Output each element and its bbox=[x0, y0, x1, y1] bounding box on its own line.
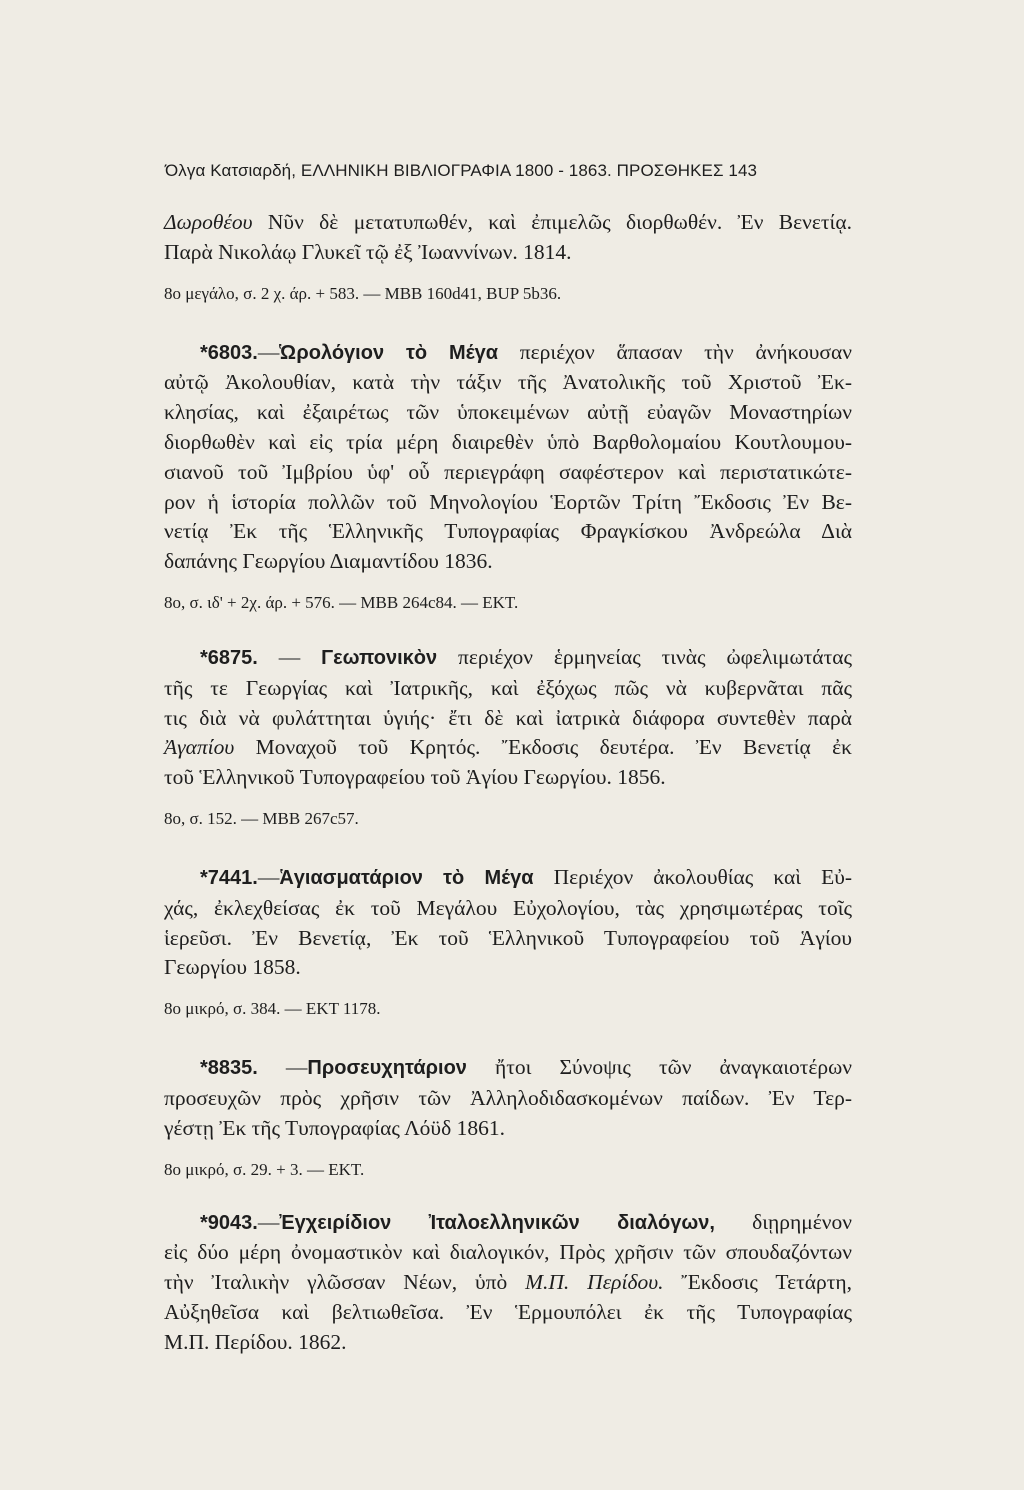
entry-line: χάς, ἐκλεχθείσας ἐκ τοῦ Μεγάλου Εὐχολογίου, τὰς χρησιμωτέρας τοῖς bbox=[164, 895, 852, 920]
entry-meta: 8ο μικρό, σ. 384. — EKT 1178. bbox=[164, 999, 381, 1019]
entry-line: σιανοῦ τοῦ Ἰμβρίου ὑφ' οὗ περιεγράφη σαφέστερον καὶ περιστατικώτε- bbox=[164, 459, 852, 484]
entry-6803 bbox=[164, 338, 852, 577]
entry-line: ἱερεῦσι. Ἐν Βενετίᾳ, Ἐκ τοῦ Ἑλληνικοῦ Τυπογραφείου τοῦ Ἁγίου bbox=[164, 925, 852, 950]
entry-meta: 8ο, σ. 152. — MBB 267c57. bbox=[164, 808, 359, 828]
entry-meta: 8ο μεγάλο, σ. 2 χ. άρ. + 583. — MBB 160d41, BUP 5b36. bbox=[164, 283, 562, 303]
entry-meta: 8ο μικρό, σ. 29. + 3. — EKT. bbox=[164, 1159, 365, 1179]
entry-title: Ἁγιασματάριον τὸ Μέγα bbox=[279, 866, 534, 889]
entry-6875 bbox=[164, 643, 852, 793]
entry-title: Προσευχητάριον bbox=[307, 1057, 467, 1080]
entry-line: Γεωργίου 1858. bbox=[164, 955, 301, 980]
entry-line: τοῦ Ἑλληνικοῦ Τυπογραφείου τοῦ Ἁγίου Γεωργίου. 1856. bbox=[164, 765, 666, 790]
dash: — bbox=[257, 1055, 308, 1080]
entry-number: *9043. bbox=[200, 1211, 258, 1234]
entry-line: τις διὰ νὰ φυλάττηται ὑγιής· ἔτι δὲ καὶ ἰατρικὰ διάφορα συντεθὲν παρὰ bbox=[164, 705, 852, 730]
entry-line bbox=[164, 1053, 852, 1084]
text-segment: ἤτοι Σύνοψις τῶν ἀναγκαιοτέρων bbox=[466, 1055, 853, 1080]
text-segment: Ἔκδοσις Τετάρτη, bbox=[663, 1270, 852, 1295]
entry-number: *6803. bbox=[200, 341, 258, 364]
entry-line bbox=[164, 338, 852, 369]
entry-line bbox=[164, 863, 852, 894]
entry-number: *7441. bbox=[200, 866, 258, 889]
entry-line: προσευχῶν πρὸς χρῆσιν τῶν Ἀλληλοδιδασκομένων παίδων. Ἐν Τερ- bbox=[164, 1085, 852, 1110]
author-name: Δωροθέου bbox=[164, 210, 253, 234]
entry-line: εἰς δύο μέρη ὀνομαστικὸν καὶ διαλογικόν, Πρὸς χρῆσιν τῶν σπουδαζόντων bbox=[164, 1240, 852, 1265]
entry-meta: 8ο, σ. ιδ' + 2χ. άρ. + 576. — MBB 264c84. — EKT. bbox=[164, 592, 519, 612]
entry-line bbox=[164, 733, 852, 763]
dash: — bbox=[257, 339, 280, 364]
dash: — bbox=[257, 864, 280, 889]
entry-continuation bbox=[164, 208, 852, 268]
entry-line: νετίᾳ Ἐκ τῆς Ἑλληνικῆς Τυπογραφίας Φραγκίσκου Ἀνδρεώλα Διὰ bbox=[164, 519, 852, 544]
entry-number: *6875. bbox=[200, 646, 258, 669]
author-name: Μ.Π. Περίδου. bbox=[525, 1270, 664, 1295]
entry-line bbox=[164, 643, 852, 674]
dash: — bbox=[257, 1209, 280, 1234]
entry-line bbox=[164, 208, 852, 238]
entry-line: κλησίας, καὶ ἐξαιρέτως τῶν ὑποκειμένων αὐτῇ εὐαγῶν Μοναστηρίων bbox=[164, 400, 852, 425]
entry-line: γέστῃ Ἐκ τῆς Τυπογραφίας Λόϋδ 1861. bbox=[164, 1115, 505, 1140]
entry-line bbox=[164, 1268, 852, 1298]
entry-7441 bbox=[164, 863, 852, 983]
text-segment: τὴν Ἰταλικὴν γλῶσσαν Νέων, ὑπὸ bbox=[164, 1270, 526, 1295]
entry-title: Γεωπονικὸν bbox=[321, 646, 438, 669]
text-segment: διῃρημένον bbox=[714, 1209, 852, 1234]
text-segment: περιέχον ἅπασαν τὴν ἀνήκουσαν bbox=[498, 339, 853, 364]
entry-number: *8835. bbox=[200, 1057, 258, 1080]
entry-title: Ὡρολόγιον τὸ Μέγα bbox=[279, 341, 499, 364]
running-header: Όλγα Κατσιαρδή, ΕΛΛΗΝΙΚΗ ΒΙΒΛΙΟΓΡΑΦΙΑ 1800 - 1863. ΠΡΟΣΘΗΚΕΣ 143 bbox=[165, 161, 758, 180]
author-name: Ἀγαπίου bbox=[164, 735, 235, 760]
entry-line: Μ.Π. Περίδου. 1862. bbox=[164, 1329, 347, 1354]
text-segment: περιέχον ἑρμηνείας τινὰς ὠφελιμωτάτας bbox=[437, 644, 852, 669]
entry-8835 bbox=[164, 1053, 852, 1143]
entry-line bbox=[164, 1208, 852, 1239]
entry-line: αὐτῷ Ἀκολουθίαν, κατὰ τὴν τάξιν τῆς Ἀνατολικῆς τοῦ Χριστοῦ Ἐκ- bbox=[164, 370, 852, 395]
text-segment: Μοναχοῦ τοῦ Κρητός. Ἔκδοσις δευτέρα. Ἐν Βενετίᾳ ἐκ bbox=[234, 735, 852, 760]
entry-9043 bbox=[164, 1208, 852, 1358]
text-segment: Περιέχον ἀκολουθίας καὶ Εὐ- bbox=[533, 864, 853, 889]
dash: — bbox=[257, 644, 322, 669]
entry-line: τῆς τε Γεωργίας καὶ Ἰατρικῆς, καὶ ἐξόχως πῶς νὰ κυβερνᾶται πᾶς bbox=[164, 675, 852, 700]
entry-line: Παρὰ Νικολάῳ Γλυκεῖ τῷ ἐξ Ἰωαννίνων. 1814. bbox=[164, 239, 572, 264]
entry-line: ρον ἡ ἱστορία πολλῶν τοῦ Μηνολογίου Ἑορτῶν Τρίτη Ἔκδοσις Ἐν Βε- bbox=[164, 489, 852, 514]
page-body bbox=[164, 208, 852, 1358]
entry-line: δαπάνης Γεωργίου Διαμαντίδου 1836. bbox=[164, 549, 493, 574]
entry-line: διορθωθὲν καὶ εἰς τρία μέρη διαιρεθὲν ὑπὸ Βαρθολομαίου Κουτλουμου- bbox=[164, 429, 852, 454]
entry-line: Αὐξηθεῖσα καὶ βελτιωθεῖσα. Ἐν Ἑρμουπόλει ἐκ τῆς Τυπογραφίας bbox=[164, 1299, 852, 1324]
entry-title: Ἐγχειρίδιον Ἰταλοελληνικῶν διαλόγων, bbox=[279, 1211, 715, 1234]
text-segment: Νῦν δὲ μετατυπωθέν, καὶ ἐπιμελῶς διορθωθέν. Ἐν Βενετίᾳ. bbox=[252, 210, 852, 234]
